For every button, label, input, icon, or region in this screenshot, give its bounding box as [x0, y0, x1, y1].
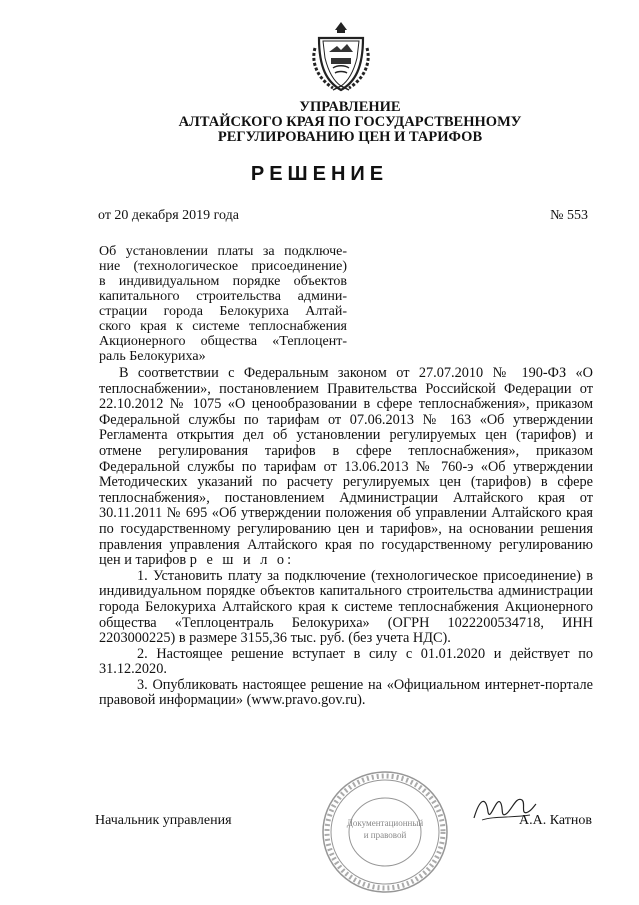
- subject-line: страции города Белокуриха Алтай-: [99, 304, 347, 319]
- org-line-3: РЕГУЛИРОВАНИЮ ЦЕН И ТАРИФОВ: [217, 129, 483, 145]
- document-date: от 20 декабря 2019 года: [98, 208, 239, 223]
- subject-line: ние (технологическое присоединение): [99, 259, 347, 274]
- document-subject: [99, 244, 347, 364]
- subject-line: капитального строительства админи-: [99, 289, 347, 304]
- decision-item-1: 1. Установить плату за подключение (технологическое присоединение) в индивидуальном порядке объектов капитального строительства администрации города Белокуриха Алтайского края к системе теплоснабжения Акционерного общества «Теплоцентраль Белокуриха» (ОГРН 1022200534718, ИНН 2203000225) в размере 3155,36 тыс. руб. (без учета НДС).: [99, 567, 593, 647]
- document-type-title: РЕШЕНИЕ: [250, 163, 389, 185]
- subject-line: раль Белокуриха»: [99, 349, 206, 364]
- document-number: № 553: [550, 208, 588, 223]
- coat-of-arms-emblem: [307, 18, 375, 94]
- stamp-text-1: Документационный: [346, 818, 424, 828]
- org-line-1: УПРАВЛЕНИЕ: [299, 99, 401, 115]
- decision-item-3: 3. Опубликовать настоящее решение на «Официальном интернет-портале правовой информации» (www.pravo.gov.ru).: [99, 676, 593, 709]
- org-line-2: АЛТАЙСКОГО КРАЯ ПО ГОСУДАРСТВЕННОМУ: [178, 114, 522, 130]
- signatory-position: Начальник управления: [95, 813, 232, 828]
- decision-item-2: 2. Настоящее решение вступает в силу с 01.01.2020 и действует по 31.12.2020.: [99, 645, 593, 678]
- subject-line: Об установлении платы за подключе-: [99, 244, 347, 259]
- document-body: [99, 366, 593, 709]
- stamp-text-2: и правовой: [363, 830, 407, 840]
- preamble-paragraph: [99, 366, 593, 569]
- organization-name: [150, 100, 550, 145]
- subject-line: в индивидуальном порядке объектов: [99, 274, 347, 289]
- official-stamp: [300, 760, 470, 900]
- subject-line: Акционерного общества «Теплоцент-: [99, 334, 347, 349]
- signatory-name: А.А. Катнов: [519, 813, 592, 828]
- subject-line: ского края к системе теплоснабжения: [99, 319, 347, 334]
- decided-text: р е ш и л о:: [189, 552, 295, 569]
- preamble-text: В соответствии с Федеральным законом от 27.07.2010 № 190-ФЗ «О теплоснабжении», постановлением Правительства Российской Федерации от 22.10.2012 № 1075 «О ценообразовании в сфере теплоснабжения», приказом Федеральной службы по тарифам от 07.06.2013 № 163 «Об утверждении Регламента открытия дел об установлении регулируемых цен (тарифов) и отмене регулирования тарифов в сфере теплоснабжения», приказом Федеральной службы по тарифам от 13.06.2013 № 760-э «Об утверждении Методических указаний по расчету регулируемых цен (тарифов) в сфере теплоснабжения», постановлением Администрации Алтайского края от 30.11.2011 № 695 «Об утверждении положения об управлении Алтайского края по государственному регулированию цен и тарифов», на основании решения правления управления Алтайского края по государственному регулированию цен и тарифов: [99, 365, 593, 569]
